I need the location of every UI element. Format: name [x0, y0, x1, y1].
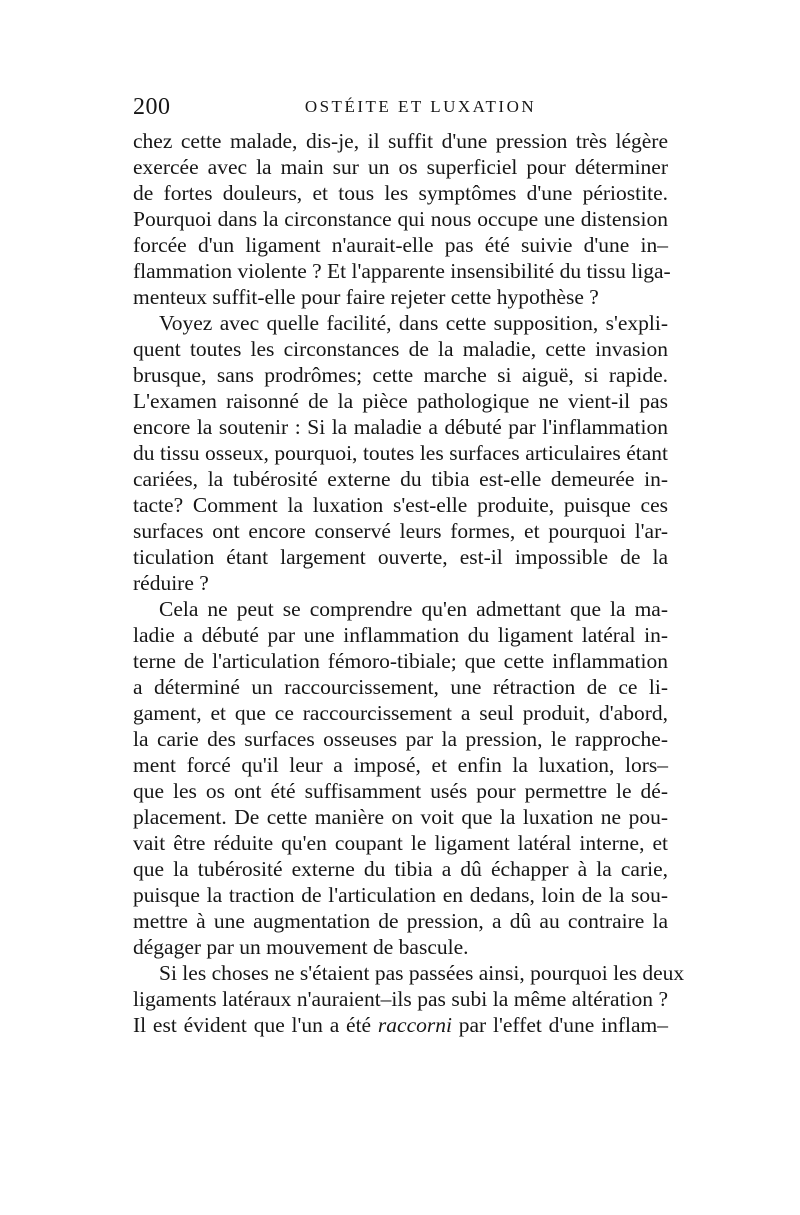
- text-line: mettre à une augmentation de pression, a dû au contraire la: [133, 909, 668, 933]
- text-line: placement. De cette manière on voit que la luxation ne pou-: [133, 805, 668, 829]
- text-line: vait être réduite qu'en coupant le ligament latéral interne, et: [133, 831, 668, 855]
- text-line-last: [133, 1012, 668, 1038]
- text-line: forcée d'un ligament n'aurait-elle pas été suivie d'une in–: [133, 233, 668, 257]
- body-text: [133, 128, 685, 1038]
- text-line: la carie des surfaces osseuses par la pression, le rapproche-: [133, 727, 668, 751]
- text-line: ment forcé qu'il leur a imposé, et enfin la luxation, lors–: [133, 753, 668, 777]
- text-line: ligaments latéraux n'auraient–ils pas subi la même altération ?: [133, 987, 668, 1011]
- text-line: menteux suffit-elle pour faire rejeter cette hypothèse ?: [133, 285, 599, 309]
- text-line: exercée avec la main sur un os superficiel pour déterminer: [133, 155, 668, 179]
- text-line: dégager par un mouvement de bascule.: [133, 935, 469, 959]
- text-line: du tissu osseux, pourquoi, toutes les surfaces articulaires étant: [133, 441, 668, 465]
- text-line: tacte? Comment la luxation s'est-elle produite, puisque ces: [133, 493, 668, 517]
- text-line: terne de l'articulation fémoro-tibiale; que cette inflammation: [133, 649, 668, 673]
- text-line: chez cette malade, dis-je, il suffit d'une pression très légère: [133, 129, 668, 153]
- page-number: 200: [133, 94, 171, 120]
- text-line: L'examen raisonné de la pièce pathologique ne vient-il pas: [133, 389, 668, 413]
- text-line: puisque la traction de l'articulation en dedans, loin de la sou-: [133, 883, 668, 907]
- text-line: ticulation étant largement ouverte, est-il impossible de la: [133, 545, 668, 569]
- running-title: OSTÉITE ET LUXATION: [304, 97, 537, 116]
- text-line: Si les choses ne s'étaient pas passées ainsi, pourquoi les deux: [159, 961, 685, 985]
- text-line: Pourquoi dans la circonstance qui nous occupe une distension: [133, 207, 668, 231]
- text-line: réduire ?: [133, 571, 209, 595]
- text-line: que la tubérosité externe du tibia a dû échapper à la carie,: [133, 857, 668, 881]
- text-line: quent toutes les circonstances de la maladie, cette invasion: [133, 337, 668, 361]
- text-line: encore la soutenir : Si la maladie a débuté par l'inflammation: [133, 415, 668, 439]
- text-line: de fortes douleurs, et tous les symptômes d'une périostite.: [133, 181, 668, 205]
- text-line: a déterminé un raccourcissement, une rétraction de ce li-: [133, 675, 668, 699]
- text-line: brusque, sans prodrômes; cette marche si aiguë, si rapide.: [133, 363, 668, 387]
- text-line: surfaces ont encore conservé leurs formes, et pourquoi l'ar-: [133, 519, 668, 543]
- text-line: cariées, la tubérosité externe du tibia est-elle demeurée in-: [133, 467, 668, 491]
- text-line: ladie a débuté par une inflammation du ligament latéral in-: [133, 623, 668, 647]
- running-head: [133, 92, 668, 122]
- text-line: Voyez avec quelle facilité, dans cette supposition, s'expli-: [159, 311, 668, 335]
- text-line: flammation violente ? Et l'apparente insensibilité du tissu liga-: [133, 259, 671, 283]
- text-fragment: Il est évident que l'un a été: [133, 1013, 378, 1037]
- text-line: gament, et que ce raccourcissement a seul produit, d'abord,: [133, 701, 668, 725]
- text-line: que les os ont été suffisamment usés pour permettre le dé-: [133, 779, 668, 803]
- text-fragment: par l'effet d'une inflam–: [451, 1013, 668, 1037]
- italic-word: raccorni: [377, 1013, 452, 1037]
- text-line: Cela ne peut se comprendre qu'en admettant que la ma-: [159, 597, 668, 621]
